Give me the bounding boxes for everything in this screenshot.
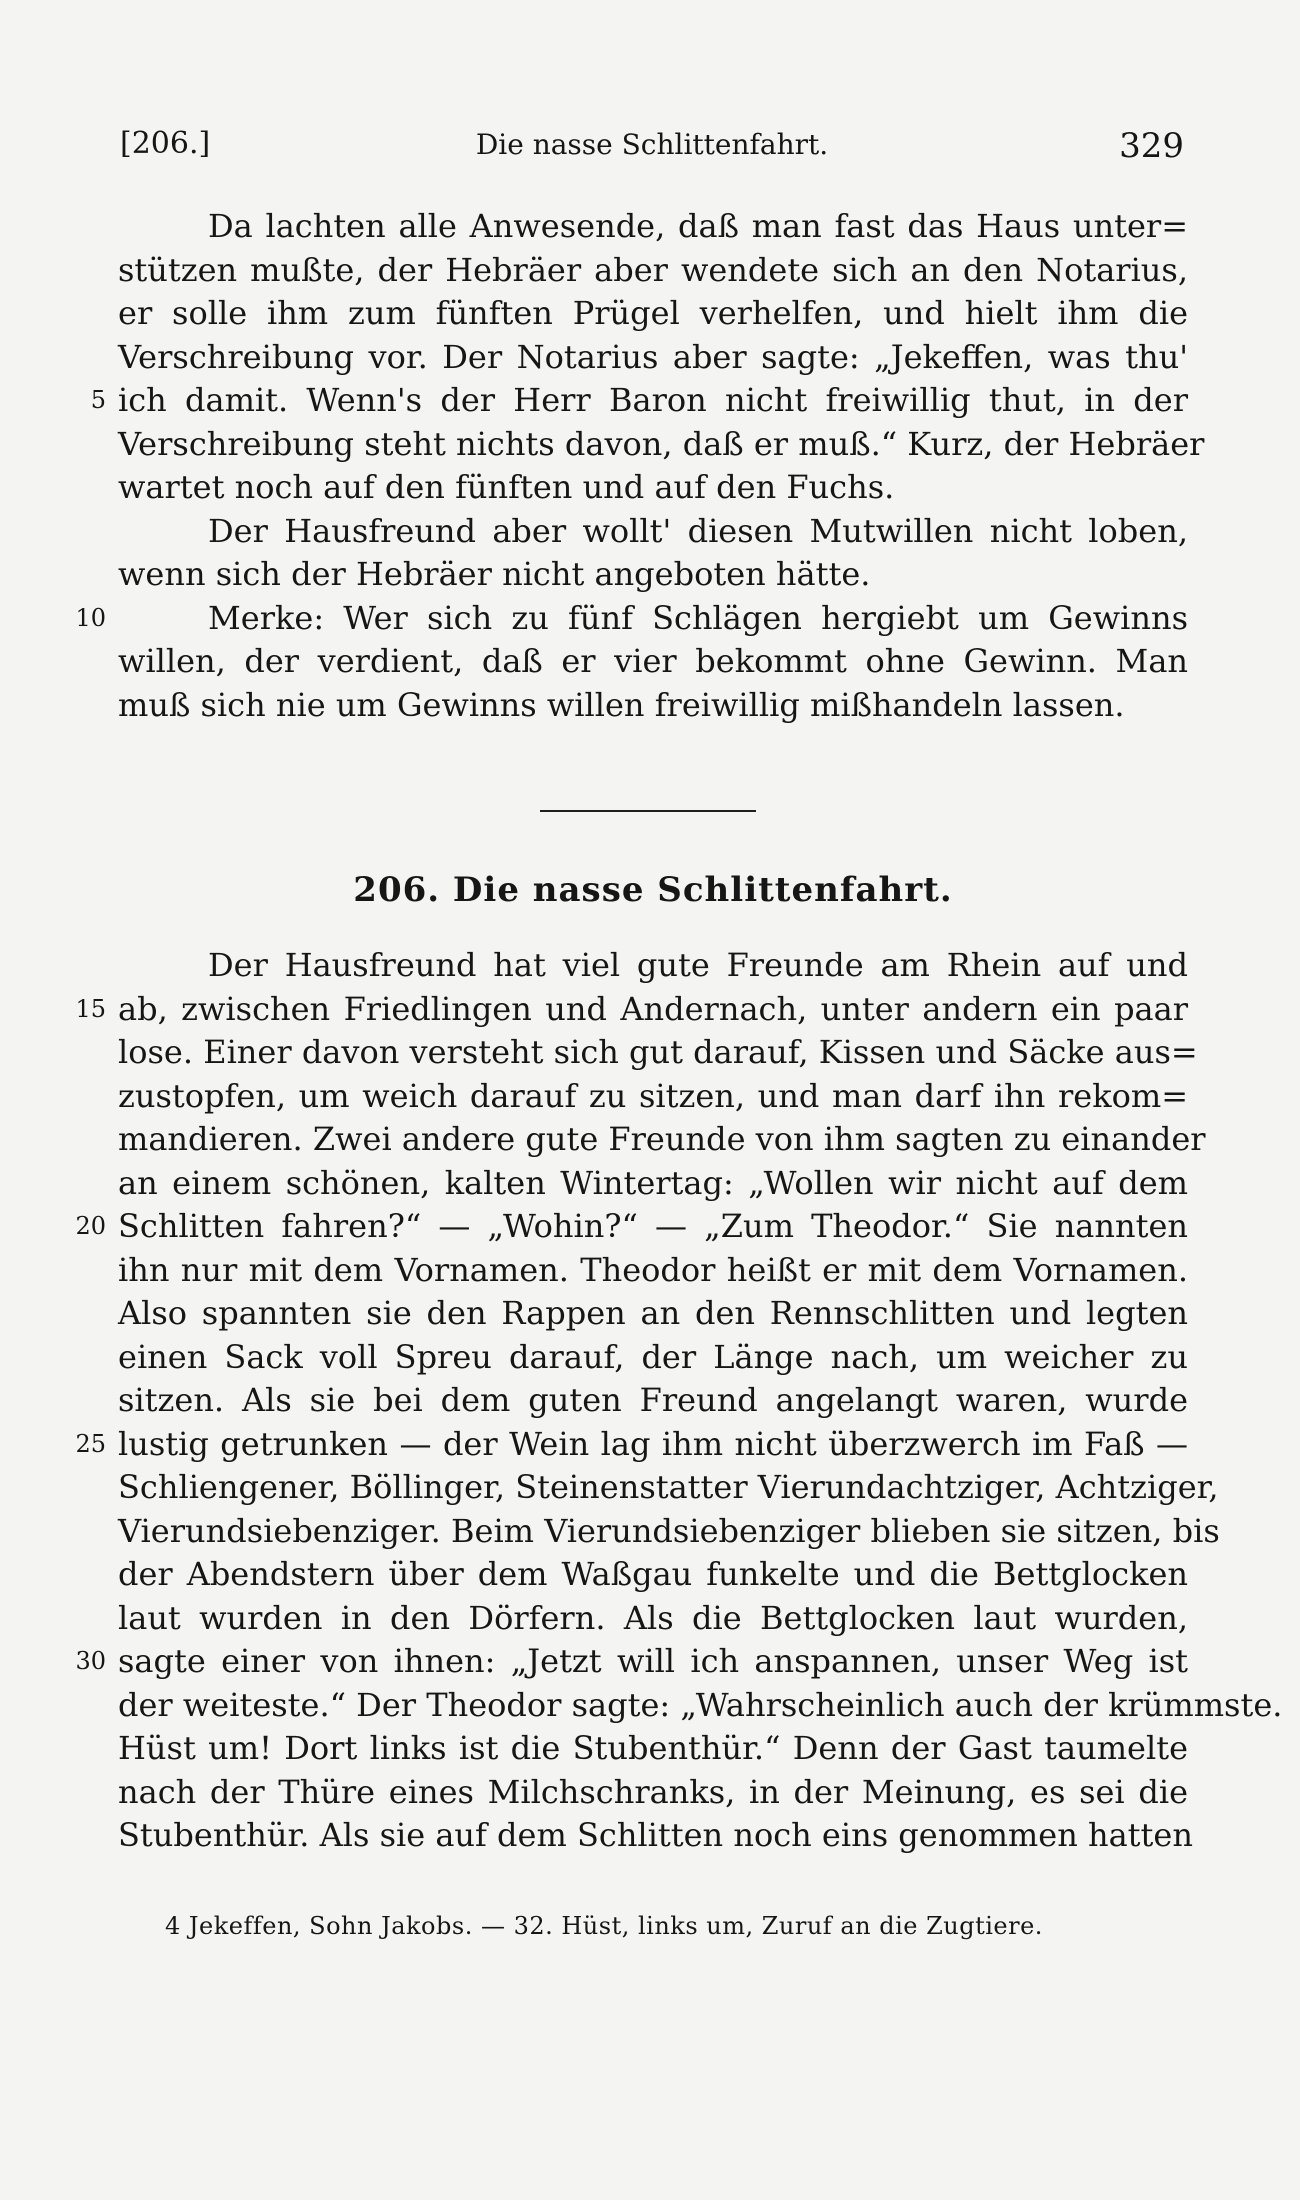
text-line bbox=[118, 1727, 1188, 1771]
text-line bbox=[118, 1814, 1193, 1858]
text-line bbox=[118, 510, 1188, 554]
line-text: Merke: Wer sich zu fünf Schlägen hergiebt um Gewinns bbox=[208, 598, 1188, 637]
line-text: sitzen. Als sie bei dem guten Freund angelangt waren, wurde bbox=[118, 1381, 1188, 1419]
line-text: nach der Thüre eines Milchschranks, in der Meinung, es sei die bbox=[118, 1772, 1188, 1811]
text-line bbox=[118, 1466, 1219, 1510]
text-line bbox=[118, 640, 1188, 684]
line-text: stützen mußte, der Hebräer aber wendete sich an den Notarius, bbox=[118, 250, 1188, 289]
text-block-1 bbox=[75, 205, 1205, 727]
line-text: Vierundsiebenziger. Beim Vierundsiebenziger blieben sie sitzen, bis bbox=[118, 1511, 1220, 1550]
line-text: ich damit. Wenn's der Herr Baron nicht freiwillig thut, in der bbox=[118, 381, 1188, 419]
line-number: 30 bbox=[75, 1647, 106, 1675]
line-text: Der Hausfreund hat viel gute Freunde am Rhein auf und bbox=[208, 946, 1188, 984]
text-line bbox=[118, 1292, 1188, 1336]
text-line bbox=[118, 292, 1188, 336]
line-number: 20 bbox=[75, 1212, 106, 1240]
line-text: sagte einer von ihnen: „Jetzt will ich anspannen, unser Weg ist bbox=[118, 1642, 1188, 1680]
line-text: mandieren. Zwei andere gute Freunde von ihm sagten zu einander bbox=[118, 1120, 1206, 1158]
line-text: wenn sich der Hebräer nicht angeboten hätte. bbox=[118, 555, 871, 593]
text-line bbox=[75, 988, 1188, 1032]
text-line bbox=[118, 423, 1205, 467]
line-text: Schliengener, Böllinger, Steinenstatter Vierundachtziger, Achtziger, bbox=[118, 1468, 1219, 1506]
line-text: lustig getrunken — der Wein lag ihm nicht überzwerch im Faß — bbox=[118, 1424, 1188, 1463]
text-line bbox=[118, 1336, 1188, 1380]
text-line bbox=[118, 1075, 1188, 1119]
line-number: 10 bbox=[75, 603, 106, 632]
line-text: Der Hausfreund aber wollt' diesen Mutwillen nicht loben, bbox=[208, 511, 1188, 550]
page-number: 329 bbox=[1119, 126, 1184, 166]
text-line bbox=[118, 1553, 1188, 1597]
footnote: 4 Jekeffen, Sohn Jakobs. — 32. Hüst, links um, Zuruf an die Zugtiere. bbox=[165, 1912, 1043, 1940]
text-line bbox=[118, 1771, 1188, 1815]
line-text: ihn nur mit dem Vornamen. Theodor heißt er mit dem Vornamen. bbox=[118, 1250, 1188, 1289]
line-text: einen Sack voll Spreu darauf, der Länge nach, um weicher zu bbox=[118, 1337, 1188, 1376]
section-number-header: [206.] bbox=[120, 126, 211, 161]
text-line bbox=[118, 684, 1188, 728]
text-line bbox=[118, 1597, 1188, 1641]
text-line bbox=[118, 249, 1188, 293]
line-text: muß sich nie um Gewinns willen freiwillig mißhandeln lassen. bbox=[118, 685, 1125, 724]
line-text: an einem schönen, kalten Wintertag: „Wollen wir nicht auf dem bbox=[118, 1163, 1188, 1202]
text-line bbox=[118, 1031, 1198, 1075]
line-text: der weiteste.“ Der Theodor sagte: „Wahrscheinlich auch der krümmste. bbox=[118, 1685, 1283, 1724]
line-number: 25 bbox=[75, 1429, 106, 1458]
line-text: zustopfen, um weich darauf zu sitzen, und man darf ihn rekom= bbox=[118, 1076, 1188, 1115]
text-line bbox=[118, 553, 1188, 597]
line-text: ab, zwischen Friedlingen und Andernach, unter andern ein paar bbox=[118, 989, 1188, 1028]
text-line bbox=[118, 1510, 1220, 1554]
line-text: Verschreibung steht nichts davon, daß er muß.“ Kurz, der Hebräer bbox=[118, 424, 1205, 463]
text-line bbox=[75, 1423, 1188, 1467]
text-line bbox=[118, 1162, 1188, 1206]
line-number: 15 bbox=[75, 994, 106, 1023]
line-text: lose. Einer davon versteht sich gut darauf, Kissen und Säcke aus= bbox=[118, 1033, 1198, 1071]
line-text: Stubenthür. Als sie auf dem Schlitten noch eins genommen hatten bbox=[118, 1816, 1193, 1854]
section-title: 206. Die nasse Schlittenfahrt. bbox=[353, 870, 953, 910]
running-header bbox=[120, 126, 1184, 166]
text-line bbox=[118, 1249, 1188, 1293]
section-divider bbox=[540, 810, 756, 812]
line-text: der Abendstern über dem Waßgau funkelte und die Bettglocken bbox=[118, 1555, 1188, 1593]
line-text: Schlitten fahren?“ — „Wohin?“ — „Zum Theodor.“ Sie nannten bbox=[118, 1207, 1188, 1245]
text-block-2 bbox=[75, 944, 1283, 1858]
text-line bbox=[75, 1205, 1188, 1249]
text-line bbox=[118, 336, 1188, 380]
line-text: er solle ihm zum fünften Prügel verhelfen, und hielt ihm die bbox=[118, 294, 1188, 332]
line-text: Da lachten alle Anwesende, daß man fast das Haus unter= bbox=[208, 207, 1188, 245]
line-text: Also spannten sie den Rappen an den Rennschlitten und legten bbox=[118, 1294, 1188, 1332]
line-text: Hüst um! Dort links ist die Stubenthür.“ Denn der Gast taumelte bbox=[118, 1729, 1188, 1767]
text-line bbox=[118, 205, 1188, 249]
text-line bbox=[75, 597, 1188, 641]
text-line bbox=[90, 379, 1188, 423]
line-text: willen, der verdient, daß er vier bekommt ohne Gewinn. Man bbox=[118, 642, 1188, 680]
line-number: 5 bbox=[90, 386, 106, 414]
text-line bbox=[118, 466, 1188, 510]
text-line bbox=[118, 1379, 1188, 1423]
text-line bbox=[75, 1640, 1188, 1684]
text-line bbox=[118, 1684, 1283, 1728]
text-line bbox=[118, 1118, 1206, 1162]
line-text: Verschreibung vor. Der Notarius aber sagte: „Jekeffen, was thu' bbox=[118, 337, 1188, 376]
running-title: Die nasse Schlittenfahrt. bbox=[475, 128, 829, 161]
text-line bbox=[118, 944, 1188, 988]
line-text: laut wurden in den Dörfern. Als die Bettglocken laut wurden, bbox=[118, 1598, 1188, 1637]
line-text: wartet noch auf den fünften und auf den Fuchs. bbox=[118, 468, 895, 506]
